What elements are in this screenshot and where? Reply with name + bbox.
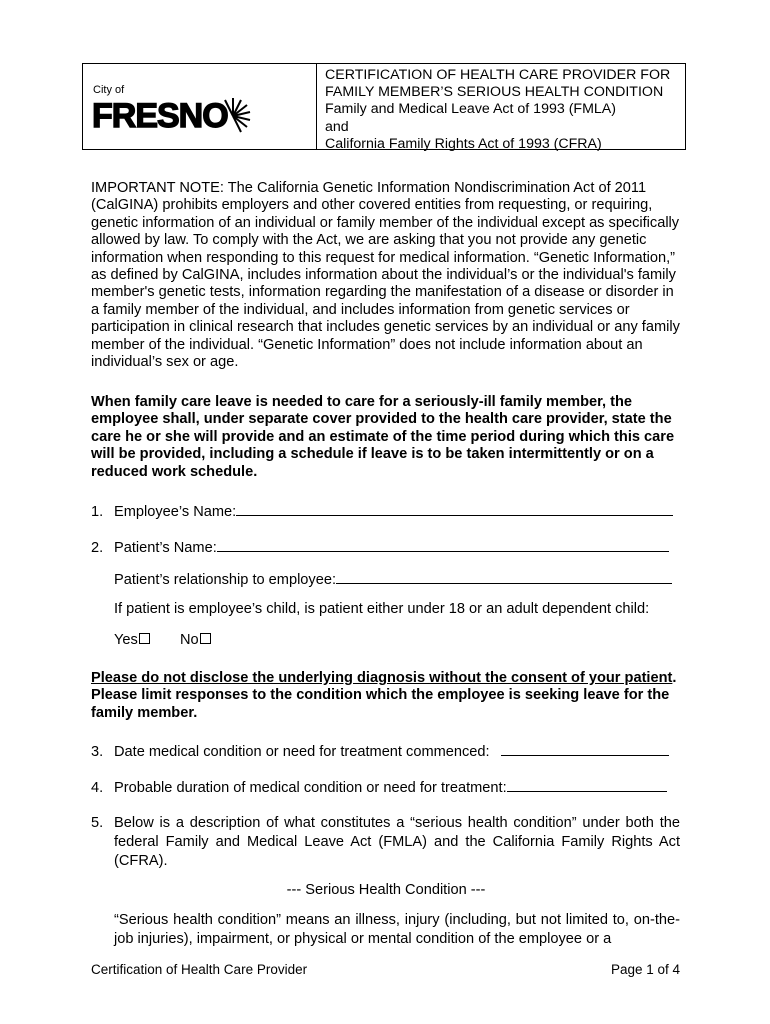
yes-no-row	[114, 632, 211, 648]
item-number: 4.	[91, 780, 104, 796]
employee-name-field[interactable]	[236, 502, 673, 516]
city-logo-cell	[83, 64, 317, 149]
patient-name-label: Patient’s Name:	[114, 540, 217, 556]
patient-name-field[interactable]	[217, 538, 669, 552]
serious-condition-intro: Below is a description of what constitutes a “serious health condition” under both the federal Family and Medical Leave Act (FMLA) and the California Family Rights Act (CFRA).	[114, 815, 680, 869]
fresno-logo	[91, 94, 251, 134]
page-number: Page 1 of 4	[610, 962, 680, 977]
item-number: 1.	[91, 504, 104, 520]
header-box	[82, 63, 686, 150]
care-instruction: When family care leave is needed to care for a seriously-ill family member, the employee shall, under separate cover provided to the health care provider, state the care he or she will provide and an estimate of the time period during which this care will be provided, including a schedule if leave is to be taken intermittently or on a reduced work schedule.	[91, 394, 675, 480]
form-title	[317, 64, 685, 152]
relationship-label: Patient’s relationship to employee:	[114, 572, 337, 588]
title-line: Family and Medical Leave Act of 1993 (FMLA)	[325, 101, 616, 118]
child-question: If patient is employee’s child, is patient either under 18 or an adult dependent child:	[114, 601, 650, 617]
fresno-logo-text: FRESNO	[92, 97, 228, 134]
employee-name-row	[91, 502, 686, 520]
important-note: IMPORTANT NOTE: The California Genetic Information Nondiscrimination Act of 2011 (CalGINA) prohibits employers and other covered entities from requesting, or requiring, genetic information of an individual or family member of the individual except as specifically allowed by law. To comply with the Act, we are asking that you not provide any genetic information when responding to this request for medical information. “Genetic Information,” as defined by CalGINA, includes information about the individual’s or the individual's family member's genetic tests, information regarding the manifestation of a disease or disorder in a family member of the individual, and includes information from genetic services or participation in clinical research that includes genetic services by an individual or any family member of the individual. “Genetic Information” does not include information about an individual’s sex or age.	[91, 180, 680, 371]
consent-rest: . Please limit responses to the condition which the employee is seeking leave for the family member.	[91, 670, 677, 721]
yes-checkbox[interactable]	[139, 633, 150, 644]
patient-name-row	[91, 538, 686, 556]
duration-field[interactable]	[507, 778, 667, 792]
sunburst-icon	[225, 98, 250, 132]
yes-label: Yes	[114, 632, 138, 648]
footer-title: Certification of Health Care Provider	[91, 962, 308, 977]
consent-notice	[91, 670, 681, 722]
definition-text: “Serious health condition” means an illness, injury (including, but not limited to, on-the-job injuries), impairment, or physical or mental condition of the employee or a	[114, 912, 680, 947]
title-line: and	[325, 118, 349, 135]
consent-underlined: Please do not disclose the underlying diagnosis without the consent of your patient	[91, 670, 673, 686]
duration-row	[91, 778, 686, 796]
title-line: FAMILY MEMBER’S SERIOUS HEALTH CONDITION	[325, 84, 664, 101]
title-line: CERTIFICATION OF HEALTH CARE PROVIDER FOR	[325, 67, 671, 83]
section-heading: --- Serious Health Condition ---	[286, 882, 486, 898]
item-number: 5.	[91, 815, 104, 831]
employee-name-label: Employee’s Name:	[114, 504, 237, 520]
no-label: No	[179, 632, 199, 648]
relationship-row	[114, 570, 672, 588]
item-number: 3.	[91, 744, 104, 760]
no-checkbox[interactable]	[200, 633, 211, 644]
date-commenced-row	[91, 742, 686, 760]
duration-label: Probable duration of medical condition or need for treatment:	[114, 780, 507, 796]
date-commenced-field[interactable]	[501, 742, 669, 756]
title-line: California Family Rights Act of 1993 (CFRA)	[325, 135, 602, 152]
item-number: 2.	[91, 540, 104, 556]
city-of-label: City of	[93, 84, 125, 96]
relationship-field[interactable]	[336, 570, 672, 584]
date-commenced-label: Date medical condition or need for treatment commenced:	[114, 744, 490, 760]
